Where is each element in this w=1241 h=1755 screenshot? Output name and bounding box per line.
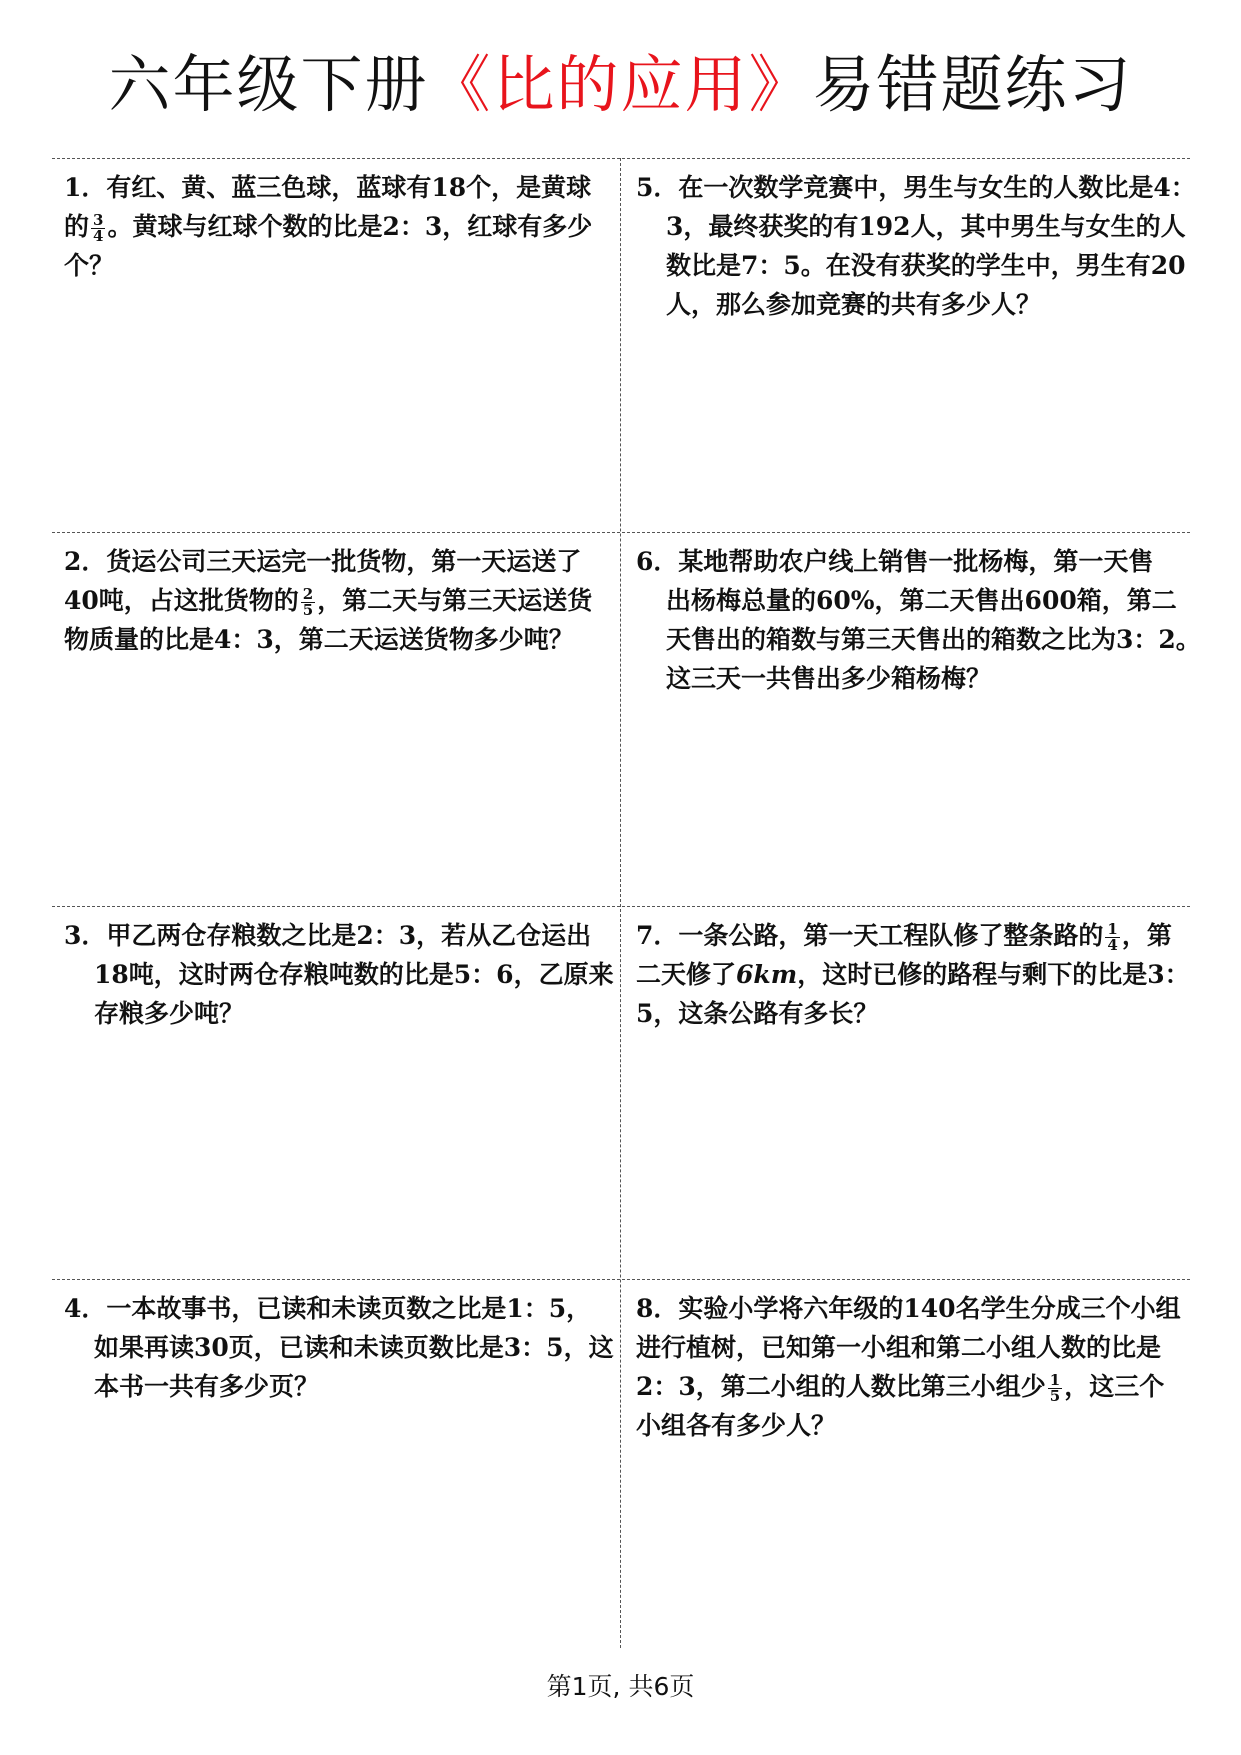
q6-line1: 6．某地帮助农户线上销售一批杨梅，第一天售 [636,547,1154,576]
q1-line2-a: 的 [64,212,90,241]
q1-fraction-numerator: 3 [93,211,104,229]
column-divider [620,158,621,1648]
q7-line1-b: ，第 [1121,921,1172,950]
q5-line3: 数比是7：5。在没有获奖的学生中，男生有20 [666,251,1186,280]
q7-fraction [1105,922,1119,953]
title-prefix: 六年级下册 [108,48,429,121]
q7-line1 [636,916,1190,955]
question-1 [64,168,592,285]
q1-line2-b: 。黄球与红球个数的比是2：3，红球有多少 [107,212,593,241]
q4-line3: 本书一共有多少页？ [94,1372,320,1401]
row-divider-2 [52,906,1190,907]
q7-fraction-numerator: 1 [1107,920,1118,938]
q7-line2 [636,955,1190,994]
q5-line4: 人，那么参加竞赛的共有多少人？ [666,290,1042,319]
q2-line2 [64,581,592,620]
q2-line2-b: ，第二天与第三天运送货 [317,586,593,615]
q1-fraction [91,213,105,244]
q5-line1: 5．在一次数学竞赛中，男生与女生的人数比是4： [636,173,1196,202]
q7-line2-b: ，这时已修的路程与剩下的比是3： [797,960,1190,989]
q1-line2 [64,207,592,246]
question-7 [636,916,1190,1033]
q2-line3: 物质量的比是4：3，第二天运送货物多少吨？ [64,625,574,654]
q6-line4: 这三天一共售出多少箱杨梅？ [666,664,992,693]
q7-distance: 6km [736,960,798,989]
q8-line3-b: ，这三个 [1064,1372,1165,1401]
page-title [0,40,1241,130]
q1-line3: 个？ [64,251,115,280]
q4-line1: 4．一本故事书，已读和未读页数之比是1：5， [64,1294,592,1323]
q1-fraction-denominator: 4 [93,227,104,245]
question-6 [636,542,1201,698]
row-divider-top [52,158,1190,159]
question-2 [64,542,592,659]
q7-line3: 5，这条公路有多长？ [636,999,879,1028]
title-suffix: 易错题练习 [812,48,1133,121]
question-5 [636,168,1196,324]
q8-line2: 进行植树，已知第一小组和第二小组人数的比是 [636,1333,1162,1362]
q3-line2: 18吨，这时两仓存粮吨数的比是5：6，乙原来 [94,960,614,989]
q2-fraction [301,587,315,618]
q4-line2: 如果再读30页，已读和未读页数比是3：5，这 [94,1333,614,1362]
q8-line4: 小组各有多少人？ [636,1411,837,1440]
q2-fraction-denominator: 5 [302,601,314,619]
q3-line1: 3．甲乙两仓存粮数之比是2：3，若从乙仓运出 [64,921,592,950]
row-divider-1 [52,532,1190,533]
q2-line2-a: 40吨，占这批货物的 [64,586,299,615]
question-4 [64,1289,614,1406]
q2-line1: 2．货运公司三天运完一批货物，第一天运送了 [64,547,582,576]
q1-line1: 1．有红、黄、蓝三色球，蓝球有18个，是黄球 [64,173,592,202]
q8-line3-a: 2：3，第二小组的人数比第三小组少 [636,1372,1046,1401]
q7-line2-a: 二天修了 [636,960,737,989]
q7-line1-a: 7．一条公路，第一天工程队修了整条路的 [636,921,1104,950]
q3-line3: 存粮多少吨？ [94,999,245,1028]
q8-line3 [636,1367,1181,1406]
question-3 [64,916,614,1033]
row-divider-3 [52,1279,1190,1280]
title-highlight: 《比的应用》 [428,48,813,121]
q6-line3: 天售出的箱数与第三天售出的箱数之比为3：2。 [666,625,1201,654]
q8-fraction [1048,1373,1062,1404]
q6-line2: 出杨梅总量的60%，第二天售出600箱，第二 [666,586,1177,615]
q7-fraction-denominator: 4 [1107,936,1118,954]
question-8 [636,1289,1181,1445]
q2-fraction-numerator: 2 [302,585,314,603]
q8-fraction-denominator: 5 [1049,1387,1061,1405]
q8-fraction-numerator: 1 [1049,1371,1061,1389]
q8-line1: 8．实验小学将六年级的140名学生分成三个小组 [636,1294,1181,1323]
page-number: 第1页, 共6页 [546,1672,695,1701]
q5-line2: 3，最终获奖的有192人，其中男生与女生的人 [666,212,1186,241]
